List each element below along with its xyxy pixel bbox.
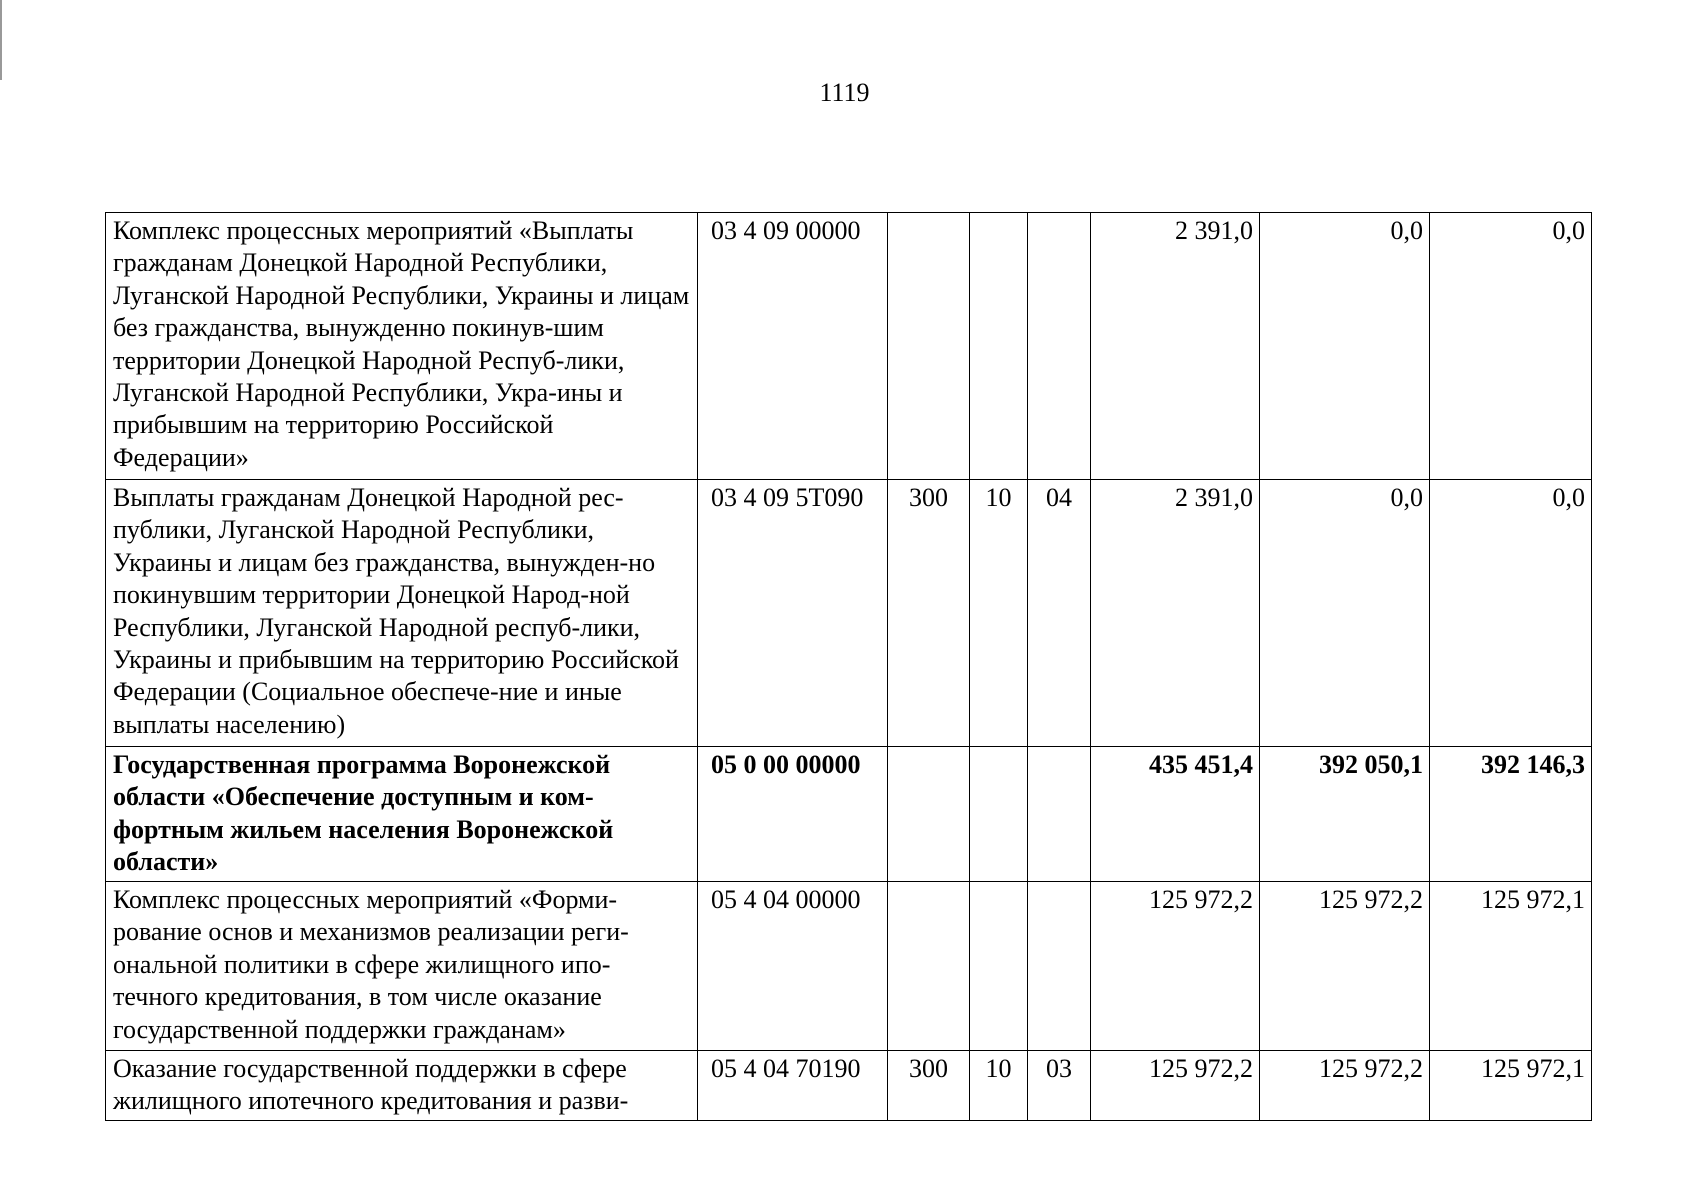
row-name: Комплекс процессных мероприятий «Выплаты гражданам Донецкой Народной Республики, Луганской Народной Республики, Украины и лицам без гражданства, вынужденно покинув-шим территории Донецкой Народной Респуб-лики, Луганской Народной Республики, Укра-ины и прибывшим на территорию Российской Федерации»: [106, 213, 698, 480]
row-sum-1: 2 391,0: [1091, 213, 1260, 480]
row-subsection: 04: [1028, 480, 1091, 747]
row-target-code: 05 4 04 70190: [698, 1051, 888, 1121]
table-row: [106, 882, 1592, 1051]
row-target-code: 03 4 09 5Т090: [698, 480, 888, 747]
row-name: Выплаты гражданам Донецкой Народной рес-публики, Луганской Народной Республики, Украины и лицам без гражданства, вынужден-но покинувшим территории Донецкой Народ-ной Республики, Луганской Народной респуб-лики, Украины и прибывшим на территорию Российской Федерации (Социальное обеспече-ние и иные выплаты населению): [106, 480, 698, 747]
row-name: Государственная программа Воронежской области «Обеспечение доступным и ком-фортным жильем населения Воронежской области»: [106, 747, 698, 882]
row-sum-2: 0,0: [1260, 480, 1430, 747]
row-target-code: 03 4 09 00000: [698, 213, 888, 480]
row-expense-type: 300: [888, 480, 970, 747]
table-row: [106, 1051, 1592, 1121]
row-sum-2: 0,0: [1260, 213, 1430, 480]
row-sum-3: 125 972,1: [1430, 1051, 1592, 1121]
row-sum-1: 125 972,2: [1091, 882, 1260, 1051]
table-row: [106, 213, 1592, 480]
row-subsection: 03: [1028, 1051, 1091, 1121]
row-target-code: 05 0 00 00000: [698, 747, 888, 882]
row-expense-type: [888, 213, 970, 480]
scan-edge-mark: [0, 0, 2, 80]
page-number: 1119: [819, 78, 870, 107]
row-section: 10: [970, 480, 1028, 747]
row-expense-type: [888, 747, 970, 882]
row-name: Оказание государственной поддержки в сфере жилищного ипотечного кредитования и разви-: [106, 1051, 698, 1121]
row-sum-2: 392 050,1: [1260, 747, 1430, 882]
row-subsection: [1028, 213, 1091, 480]
row-sum-3: 0,0: [1430, 213, 1592, 480]
row-sum-3: 392 146,3: [1430, 747, 1592, 882]
row-name: Комплекс процессных мероприятий «Форми-рование основ и механизмов реализации реги-ональной политики в сфере жилищного ипо-течного кредитования, в том числе оказание государственной поддержки гражданам»: [106, 882, 698, 1051]
row-section: [970, 882, 1028, 1051]
row-section: 10: [970, 1051, 1028, 1121]
row-section: [970, 747, 1028, 882]
row-sum-3: 125 972,1: [1430, 882, 1592, 1051]
row-sum-1: 435 451,4: [1091, 747, 1260, 882]
row-section: [970, 213, 1028, 480]
row-expense-type: [888, 882, 970, 1051]
row-expense-type: 300: [888, 1051, 970, 1121]
row-subsection: [1028, 882, 1091, 1051]
row-sum-1: 125 972,2: [1091, 1051, 1260, 1121]
row-sum-2: 125 972,2: [1260, 882, 1430, 1051]
row-sum-1: 2 391,0: [1091, 480, 1260, 747]
table-row: [106, 480, 1592, 747]
row-target-code: 05 4 04 00000: [698, 882, 888, 1051]
row-subsection: [1028, 747, 1091, 882]
table-row: [106, 747, 1592, 882]
budget-table: [105, 212, 1592, 1121]
row-sum-2: 125 972,2: [1260, 1051, 1430, 1121]
row-sum-3: 0,0: [1430, 480, 1592, 747]
